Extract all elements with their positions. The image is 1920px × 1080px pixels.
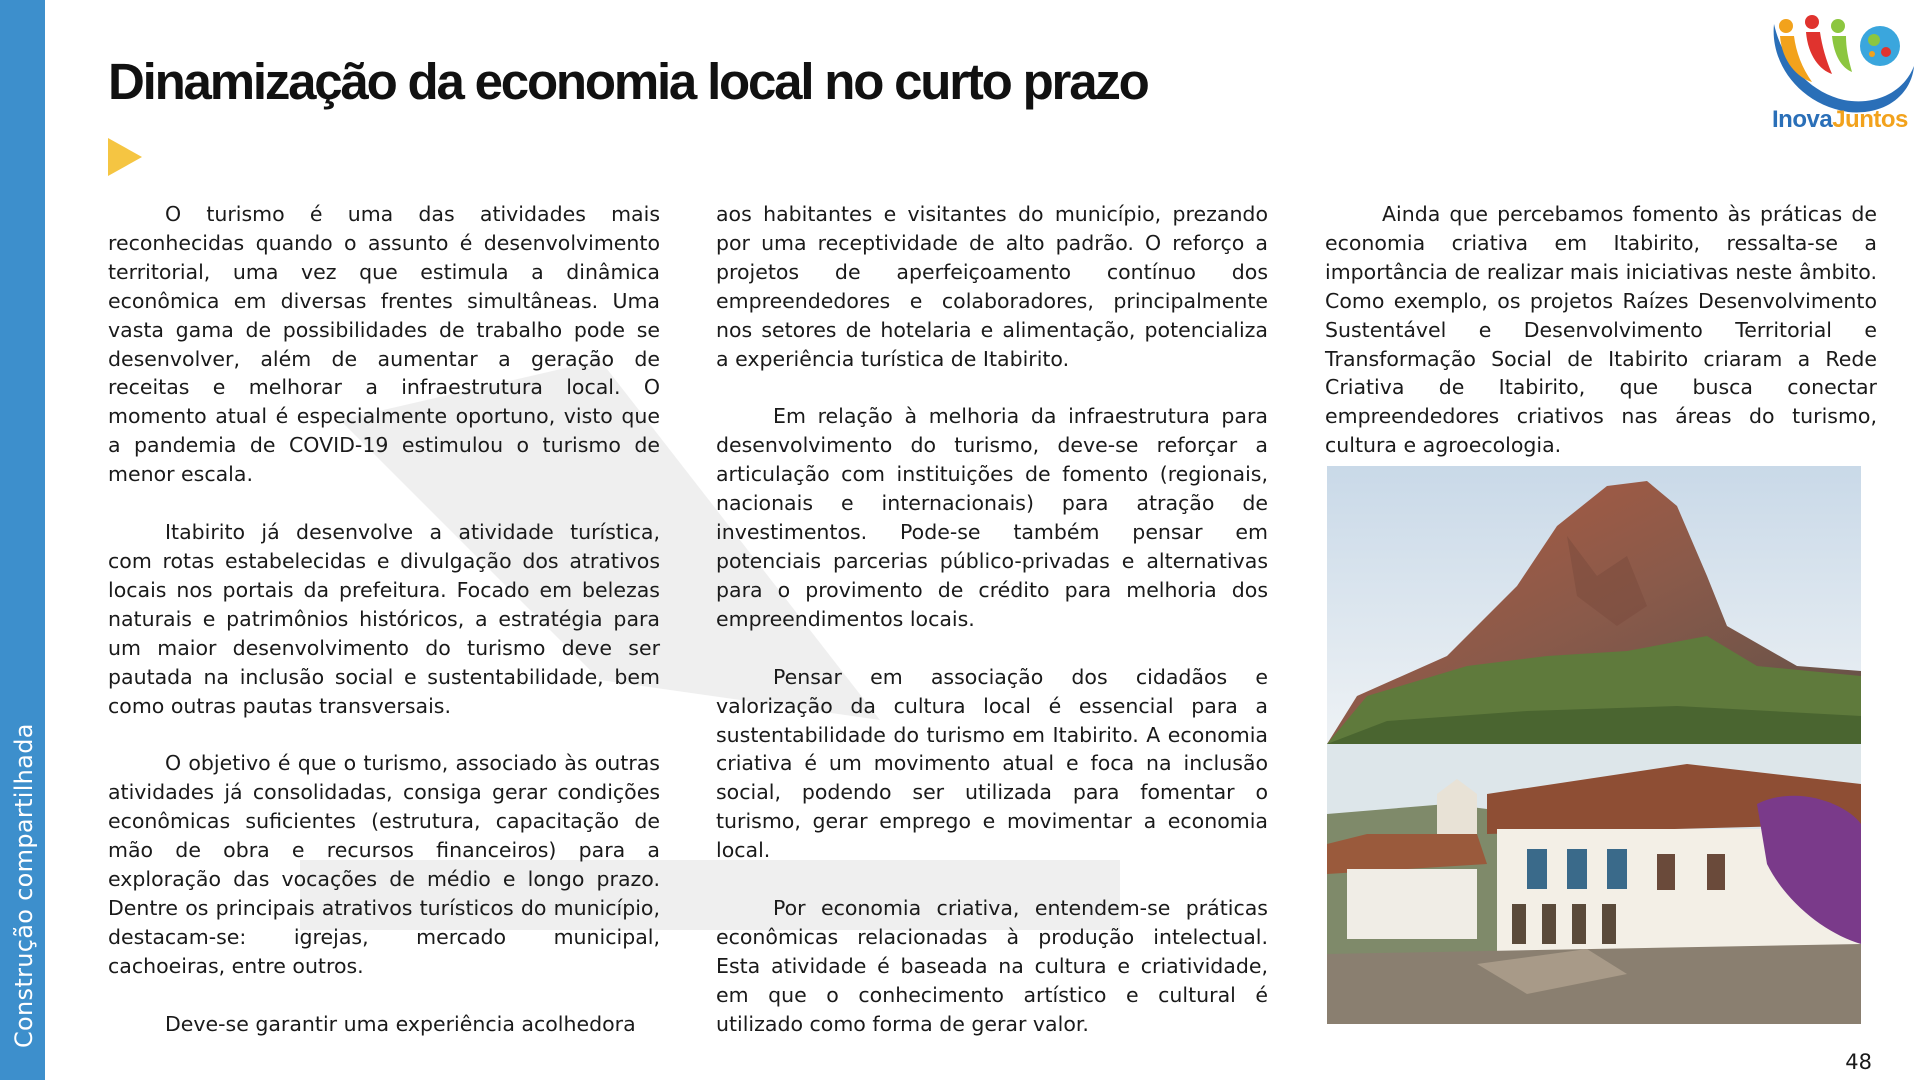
logo-text-inova: Inova xyxy=(1772,106,1833,133)
text-column-1 xyxy=(108,200,660,1068)
page-number: 48 xyxy=(1845,1050,1872,1074)
paragraph: Ainda que percebamos fomento às práticas de economia criativa em Itabirito, ressalta-se a importância de realizar mais iniciativas neste âmbito. Como exemplo, os projetos Raízes Desenvolvimento Sustentável e Desenvolvimento Territorial e Transformação Social de Itabirito criaram a Rede Criativa de Itabirito, que busca conectar empreendedores criativos nas áreas do turismo, cultura e agroecologia. xyxy=(1325,202,1877,458)
play-arrow-icon xyxy=(108,138,142,176)
logo-text-juntos: Juntos xyxy=(1832,106,1908,133)
paragraph: Pensar em associação dos cidadãos e valorização da cultura local é essencial para a sustentabilidade do turismo em Itabirito. A economia criativa é um movimento atual e foca na inclusão social, podendo ser utilizada para fomentar o turismo, gerar emprego e movimentar a economia local. xyxy=(716,664,1268,863)
mountain-peak-photo xyxy=(1327,466,1861,744)
paragraph: aos habitantes e visitantes do município, prezando por uma receptividade de alto padrão. O reforço a projetos de aperfeiçoamento contínuo dos empreendedores e colaboradores, principalmente nos setores de hotelaria e alimentação, potencializa a experiência turística de Itabirito. xyxy=(716,202,1268,371)
paragraph: O objetivo é que o turismo, associado às outras atividades já consolidadas, consiga gerar condições econômicas suficientes (estrutura, capacitação de mão de obra e recursos financeiros) para a exploração das vocações de médio e longo prazo. Dentre os principais atrativos turísticos do município, destacam-se: igrejas, mercado municipal, cachoeiras, entre outros. xyxy=(108,751,660,978)
sidebar-label: Construção compartilhada xyxy=(10,723,38,1048)
paragraph: O turismo é uma das atividades mais reconhecidas quando o assunto é desenvolvimento territorial, uma vez que estimula a dinâmica econômica em diversas frentes simultâneas. Uma vasta gama de possibilidades de trabalho pode se desenvolver, além de aumentar a geração de receitas e melhorar a infraestrutura local. O momento atual é especialmente oportuno, visto que a pandemia de COVID-19 estimulou o turismo de menor escala. xyxy=(108,202,660,487)
text-column-3 xyxy=(1325,200,1877,489)
logo-wordmark xyxy=(1772,106,1908,134)
paragraph: Itabirito já desenvolve a atividade turística, com rotas estabelecidas e divulgação dos atrativos locais nos portais da prefeitura. Focado em belezas naturais e patrimônios históricos, a estratégia para um maior desenvolvimento do turismo deve ser pautada na inclusão social e sustentabilidade, bem como outras pautas transversais. xyxy=(108,520,660,718)
page-title: Dinamização da economia local no curto prazo xyxy=(108,53,1148,110)
colonial-street-photo xyxy=(1327,744,1861,1024)
paragraph: Em relação à melhoria da infraestrutura para desenvolvimento do turismo, deve-se reforçar a articulação com instituições de fomento (regionais, nacionais e internacionais) para atração de investimentos. Pode-se também pensar em potenciais parcerias público-privadas e alternativas para o provimento de crédito para melhoria dos empreendimentos locais. xyxy=(716,404,1268,631)
text-column-2 xyxy=(716,200,1268,1068)
paragraph: Por economia criativa, entendem-se práticas econômicas relacionadas à produção intelectual. Esta atividade é baseada na cultura e criatividade, em que o conhecimento artístico e cultural é utilizado como forma de gerar valor. xyxy=(716,896,1268,1036)
paragraph: Deve-se garantir uma experiência acolhedora xyxy=(165,1011,636,1036)
